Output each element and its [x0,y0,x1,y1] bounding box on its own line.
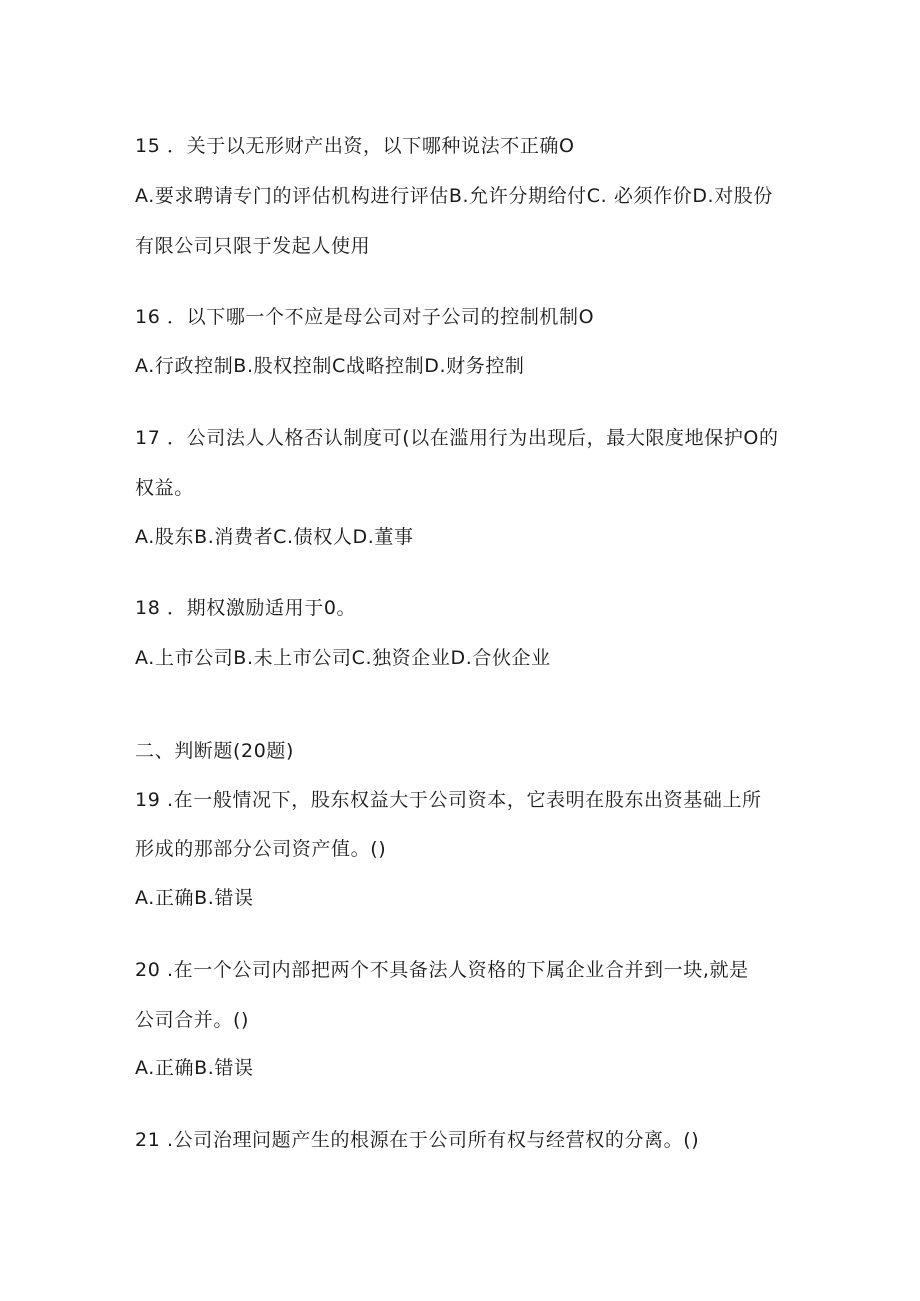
question-17-options: A.股东B.消费者C.债权人D.董事 [135,526,414,548]
question-18-options: A.上市公司B.未上市公司C.独资企业D.合伙企业 [135,647,551,669]
question-17-stem-line-1: 17 ．公司法人人格否认制度可(以在滥用行为出现后，最大限度地保护O的 [135,427,779,449]
question-16-options: A.行政控制B.股权控制C战略控制D.财务控制 [135,355,525,377]
question-16-stem: 16 ．以下哪一个不应是母公司对子公司的控制机制O [135,306,595,328]
question-20-stem-line-2: 公司合并。() [135,1009,250,1031]
question-15-stem: 15 ．关于以无形财产出资，以下哪种说法不正确O [135,135,575,157]
question-19-stem-line-1: 19 .在一般情况下，股东权益大于公司资本，它表明在股东出资基础上所 [135,789,762,811]
question-21-stem: 21 .公司治理问题产生的根源在于公司所有权与经营权的分离。() [135,1129,700,1151]
question-19-stem-line-2: 形成的那部分公司资产值。() [135,838,387,860]
question-15-options-line-2: 有限公司只限于发起人使用 [135,235,371,257]
question-20-stem-line-1: 20 .在一个公司内部把两个不具备法人资格的下属企业合并到一块,就是 [135,959,749,981]
question-17-stem-line-2: 权益。 [135,477,194,499]
question-20-options: A.正确B.错误 [135,1057,254,1079]
question-15-options-line-1: A.要求聘请专门的评估机构进行评估B.允许分期给付C. 必须作价D.对股份 [135,185,773,207]
question-19-options: A.正确B.错误 [135,887,254,909]
section-heading: 二、判断题(20题) [135,740,295,762]
question-18-stem: 18 ．期权激励适用于0。 [135,597,357,619]
